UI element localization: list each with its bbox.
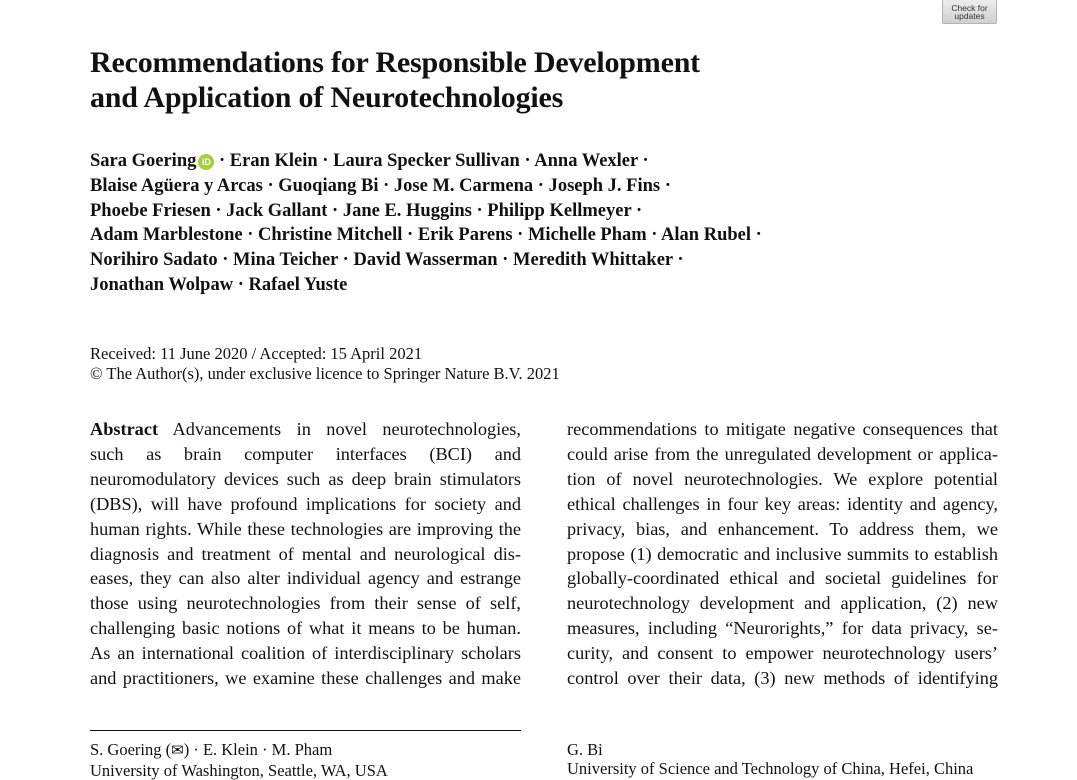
abstract-line: globally-coordinated ethical and societal guidelines for: [567, 568, 998, 589]
affiliation-names: G. Bi: [567, 740, 603, 759]
orcid-icon[interactable]: iD: [198, 154, 214, 170]
abstract-line: neurotechnology development and application, (2) new: [567, 593, 998, 614]
affiliation-left: [90, 740, 388, 780]
author-line-1-rest: · Eran Klein · Laura Specker Sullivan · Anna Wexler ·: [214, 151, 649, 171]
article-meta: [90, 344, 560, 384]
title-line-2: and Application of Neurotechnologies: [90, 81, 564, 114]
author-line-2: Blaise Agüera y Arcas · Guoqiang Bi · Jose M. Carmena · Joseph J. Fins ·: [90, 175, 671, 196]
badge-line-1: Check for: [951, 3, 988, 13]
abstract-left-column: [90, 417, 521, 691]
abstract-line: [90, 417, 521, 442]
envelope-icon[interactable]: ✉: [171, 743, 184, 759]
abstract-line: As an international coalition of interdisciplinary scholars: [90, 643, 521, 664]
abstract-line: tion of novel neurotechnologies. We explore potential: [567, 468, 998, 489]
received-accepted-dates: Received: 11 June 2020 / Accepted: 15 April 2021: [90, 344, 423, 363]
author-line-3: Phoebe Friesen · Jack Gallant · Jane E. Huggins · Philipp Kellmeyer ·: [90, 200, 643, 221]
abstract-line: ethical challenges in four key areas: identity and agency,: [567, 493, 998, 514]
affiliation-right: [567, 740, 973, 778]
abstract-line: curity, and consent to empower neurotechnology users’: [567, 643, 998, 664]
author-line-5: Norihiro Sadato · Mina Teicher · David Wasserman · Meredith Whittaker ·: [90, 250, 684, 271]
footnote-divider: [90, 730, 521, 731]
affiliation-names: [90, 740, 388, 761]
affiliation-names-b: ) · E. Klein · M. Pham: [183, 740, 333, 759]
abstract-line: measures, including “Neurorights,” for data privacy, se-: [567, 618, 998, 639]
abstract-label: Abstract: [90, 419, 159, 439]
abstract-first-text: Advancements in novel neurotechnologies,: [158, 419, 521, 439]
abstract-line: challenging basic notions of what it means to be human.: [90, 618, 521, 639]
abstract-line: eases, they can also alter individual agency and estrange: [90, 568, 521, 589]
author-line-1: [90, 149, 820, 174]
abstract-line: those using neurotechnologies from their sense of self,: [90, 593, 521, 614]
check-for-updates-badge[interactable]: [942, 0, 997, 24]
affiliation-institution: University of Science and Technology of China, Hefei, China: [567, 759, 974, 778]
abstract-line: human rights. While these technologies are improving the: [90, 518, 521, 539]
abstract-line: diagnosis and treatment of mental and neurological dis-: [90, 543, 521, 564]
author-line-6: Jonathan Wolpaw · Rafael Yuste: [90, 274, 348, 295]
affiliation-names-a: S. Goering (: [90, 740, 172, 759]
abstract-line: privacy, bias, and enhancement. To address them, we: [567, 518, 998, 539]
badge-line-2: updates: [954, 11, 985, 21]
author-list: [90, 149, 820, 298]
abstract-line: propose (1) democratic and inclusive summits to establish: [567, 543, 998, 564]
abstract-line: control over their data, (3) new methods of identifying: [567, 668, 998, 689]
paper-title: [90, 45, 810, 115]
copyright-notice: © The Author(s), under exclusive licence to Springer Nature B.V. 2021: [90, 364, 560, 383]
abstract-right-column: [567, 417, 998, 691]
abstract-line: such as brain computer interfaces (BCI) and: [90, 443, 521, 464]
title-line-1: Recommendations for Responsible Development: [90, 46, 700, 79]
abstract-line: recommendations to mitigate negative consequences that: [567, 419, 998, 439]
abstract-line: neuromodulatory devices such as deep brain stimulators: [90, 468, 521, 489]
affiliation-institution: University of Washington, Seattle, WA, USA: [90, 761, 388, 780]
abstract-line: (DBS), will have profound implications for society and: [90, 493, 521, 514]
abstract-line: could arise from the unregulated development or applica-: [567, 443, 998, 464]
author-line-4: Adam Marblestone · Christine Mitchell · Erik Parens · Michelle Pham · Alan Rubel ·: [90, 225, 762, 246]
abstract-line: and practitioners, we examine these challenges and make: [90, 668, 521, 689]
first-author[interactable]: Sara Goering: [90, 151, 197, 171]
